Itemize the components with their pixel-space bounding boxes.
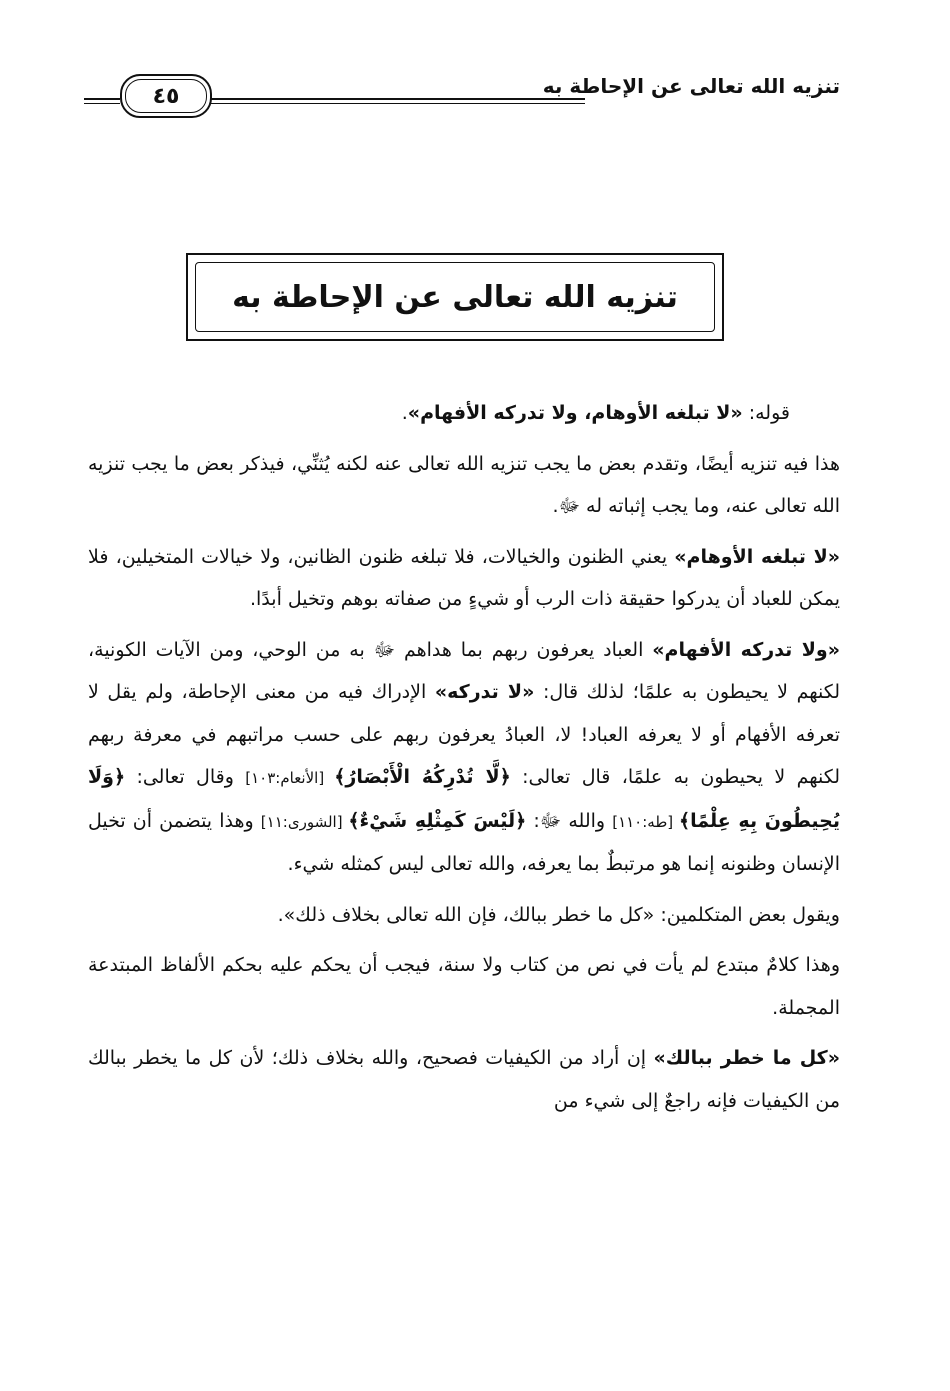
paragraph-7-quote: «كل ما خطر ببالك» bbox=[653, 1047, 841, 1069]
chapter-title-inner-frame bbox=[195, 262, 715, 332]
paragraph-4-text-b: الإدراك فيه من معنى الإحاطة، ولم يقل لا تعرفه الأفهام أو لا يعرفه العباد! لا، العبادُ يعرفون ربهم على حسب مراتبهم في معرفة ربهم لكنهم لا يحيطون به علمًا، قال تعالى: bbox=[88, 681, 840, 788]
verse-ref-2: [طه:١١٠] bbox=[612, 812, 679, 831]
header-rule-left bbox=[84, 98, 120, 104]
chapter-title: تنزيه الله تعالى عن الإحاطة به bbox=[232, 279, 678, 315]
paragraph-4-text-e: وهذا يتضمن أن تخيل الإنسان وظنونه إنما هو مرتبطٌ بما يعرفه، والله تعالى ليس كمثله شيء. bbox=[88, 809, 840, 875]
paragraph-3 bbox=[88, 536, 840, 621]
quran-verse-2: ﴿وَلَا يُحِيطُونَ بِهِ عِلْمًا﴾ bbox=[88, 766, 840, 832]
paragraph-7 bbox=[88, 1037, 840, 1122]
paragraph-3-quote: «لا تبلغه الأوهام» bbox=[674, 545, 840, 568]
paragraph-4-text-c: وقال تعالى: bbox=[125, 766, 246, 788]
paragraph-1 bbox=[88, 392, 840, 435]
quran-verse-3: ﴿لَيْسَ كَمِثْلِهِ شَيْءٌ﴾ bbox=[348, 809, 527, 832]
body-text bbox=[88, 392, 840, 1130]
page-number-frame bbox=[120, 74, 212, 118]
paragraph-2: هذا فيه تنزيه أيضًا، وتقدم بعض ما يجب تنزيه الله تعالى عنه لكنه يُثنِّي، فيذكر بعض ما يجب تنزيه الله تعالى عنه، وما يجب إثباته له ﷻ. bbox=[88, 452, 840, 517]
running-title: تنزيه الله تعالى عن الإحاطة به bbox=[542, 74, 840, 98]
page-header bbox=[80, 62, 840, 122]
page-number: ٤٥ bbox=[152, 83, 180, 109]
verse-ref-3: [الشورى:١١] bbox=[260, 812, 349, 831]
paragraph-1-lead: قوله: bbox=[742, 402, 790, 424]
paragraph-5: ويقول بعض المتكلمين: «كل ما خطر ببالك، فإن الله تعالى بخلاف ذلك». bbox=[277, 903, 840, 926]
paragraph-4-quote-b: «لا تدركه» bbox=[434, 681, 535, 703]
paragraph-4 bbox=[88, 629, 840, 886]
paragraph-1-quote: «لا تبلغه الأوهام، ولا تدركه الأفهام» bbox=[407, 402, 743, 424]
verse-ref-1: [الأنعام:١٠٣] bbox=[245, 769, 335, 787]
header-rule bbox=[210, 98, 585, 104]
paragraph-6: وهذا كلامٌ مبتدع لم يأت في نص من كتاب ولا سنة، فيجب أن يحكم عليه بحكم الألفاظ المبتدعة المجملة. bbox=[88, 954, 840, 1019]
paragraph-4-text-d: والله ﷻ: bbox=[526, 809, 613, 832]
paragraph-1-end: . bbox=[401, 402, 408, 424]
chapter-title-frame bbox=[186, 253, 724, 341]
paragraph-4-quote: «ولا تدركه الأفهام» bbox=[652, 638, 840, 661]
paragraph-7-text: إن أراد من الكيفيات فصحيح، والله بخلاف ذلك؛ لأن كل ما يخطر ببالك من الكيفيات فإنه راجعٌ إلى شيء من bbox=[88, 1047, 840, 1112]
quran-verse-1: ﴿لَّا تُدْرِكُهُ الْأَبْصَارُ﴾ bbox=[334, 766, 511, 788]
paragraph-4-text-a: العباد يعرفون ربهم بما هداهم ﷻ به من الوحي، ومن الآيات الكونية، لكنهم لا يحيطون به علمًا؛ لذلك قال: bbox=[88, 638, 840, 703]
paragraph-3-text: يعني الظنون والخيالات، فلا تبلغه ظنون الظانين، ولا خيالات المتخيلين، فلا يمكن للعباد أن يدركوا حقيقة ذات الرب أو شيءٍ من صفاته بوهم وتخيل أبدًا. bbox=[88, 545, 840, 610]
